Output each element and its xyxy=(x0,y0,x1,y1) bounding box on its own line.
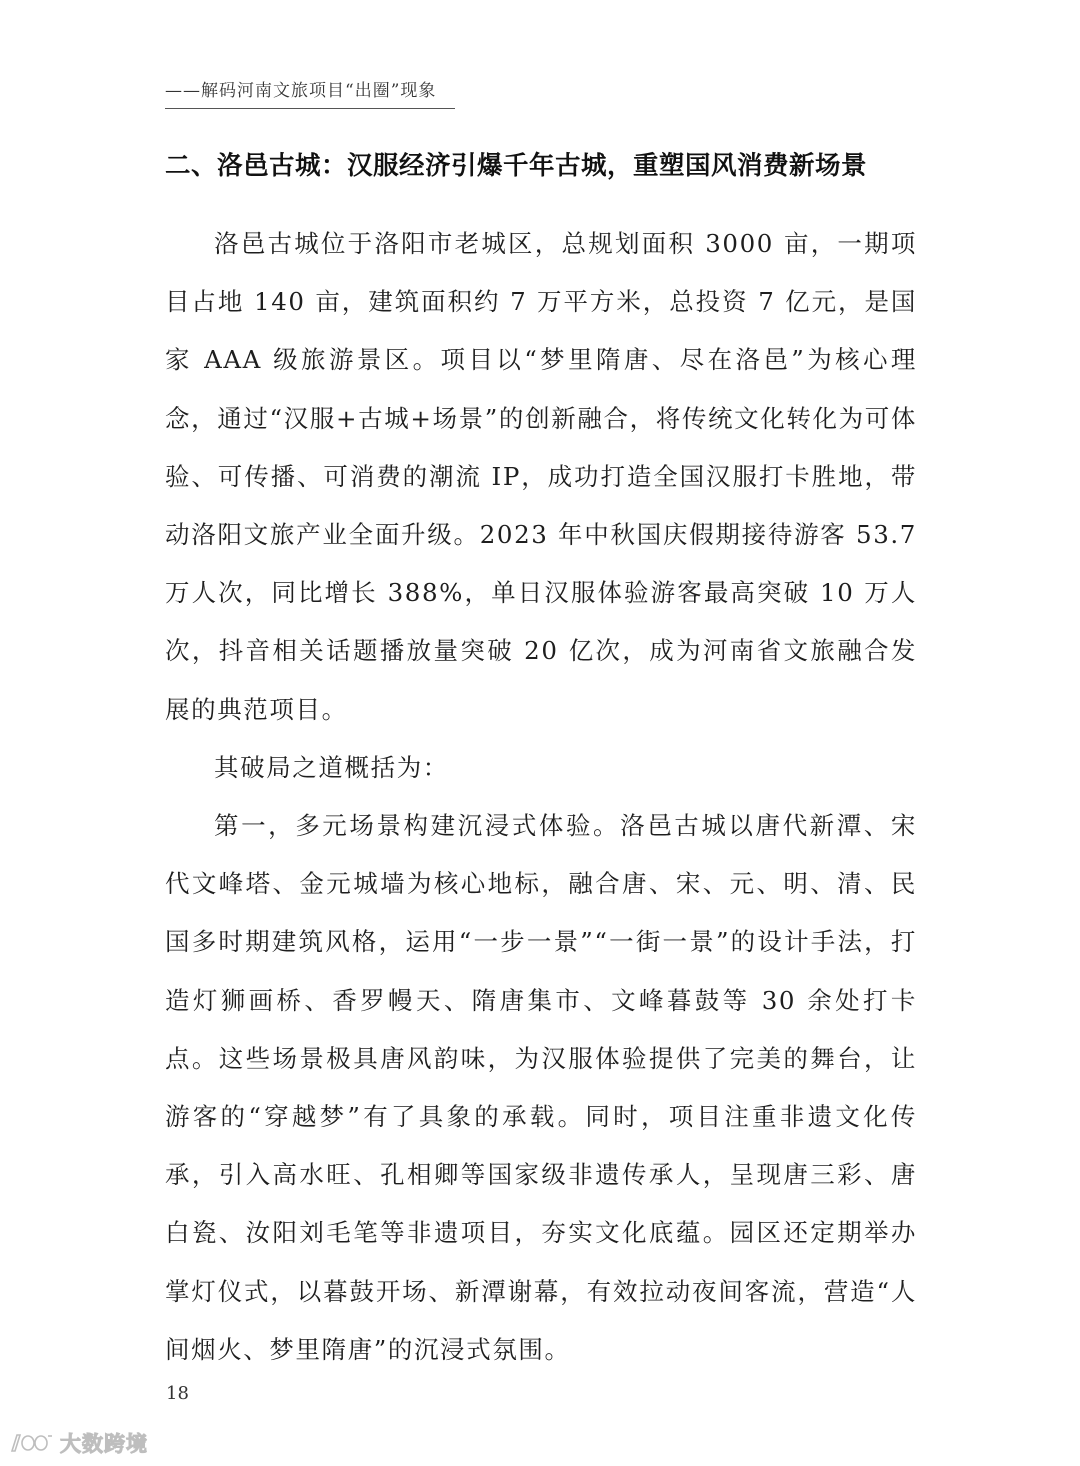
section-heading: 二、洛邑古城：汉服经济引爆千年古城，重塑国风消费新场景 xyxy=(165,151,868,181)
watermark xyxy=(8,1428,148,1458)
running-header: ——解码河南文旅项目“出圈”现象 xyxy=(165,81,437,101)
header-rule xyxy=(165,108,455,109)
watermark-logo-icon xyxy=(8,1431,54,1455)
paragraph-summary-lead: 其破局之道概括为： xyxy=(214,752,449,782)
watermark-text: 大数跨境 xyxy=(60,1432,148,1456)
paragraph-point-one: 第一，多元场景构建沉浸式体验。洛邑古城以唐代新潭、宋代文峰塔、金元城墙为核心地标，融合唐、宋、元、明、清、民国多时期建筑风格，运用“一步一景”“一街一景”的设计手法，打造灯狮画桥、香罗幔天、隋唐集市、文峰暮鼓等 30 余处打卡点。这些场景极具唐风韵味，为汉服体验提供了完美的舞台，让游客的“穿越梦”有了具象的承载。同时，项目注重非遗文化传承，引入高水旺、孔相卿等国家级非遗传承人，呈现唐三彩、唐白瓷、汝阳刘毛笔等非遗项目，夯实文化底蕴。园区还定期举办掌灯仪式，以暮鼓开场、新潭谢幕，有效拉动夜间客流，营造“人间烟火、梦里隋唐”的沉浸式氛围。 xyxy=(165,811,917,1364)
paragraph-intro: 洛邑古城位于洛阳市老城区，总规划面积 3000 亩，一期项目占地 140 亩，建筑面积约 7 万平方米，总投资 7 亿元，是国家 AAA 级旅游景区。项目以“梦里隋唐、尽在洛邑”为核心理念，通过“汉服+古城+场景”的创新融合，将传统文化转化为可体验、可传播、可消费的潮流 IP，成功打造全国汉服打卡胜地，带动洛阳文旅产业全面升级。2023 年中秋国庆假期接待游客 53.7 万人次，同比增长 388%，单日汉服体验游客最高突破 10 万人次，抖音相关话题播放量突破 20 亿次，成为河南省文旅融合发展的典范项目。 xyxy=(165,229,917,724)
body-text xyxy=(165,215,917,1379)
page-number: 18 xyxy=(166,1383,189,1404)
